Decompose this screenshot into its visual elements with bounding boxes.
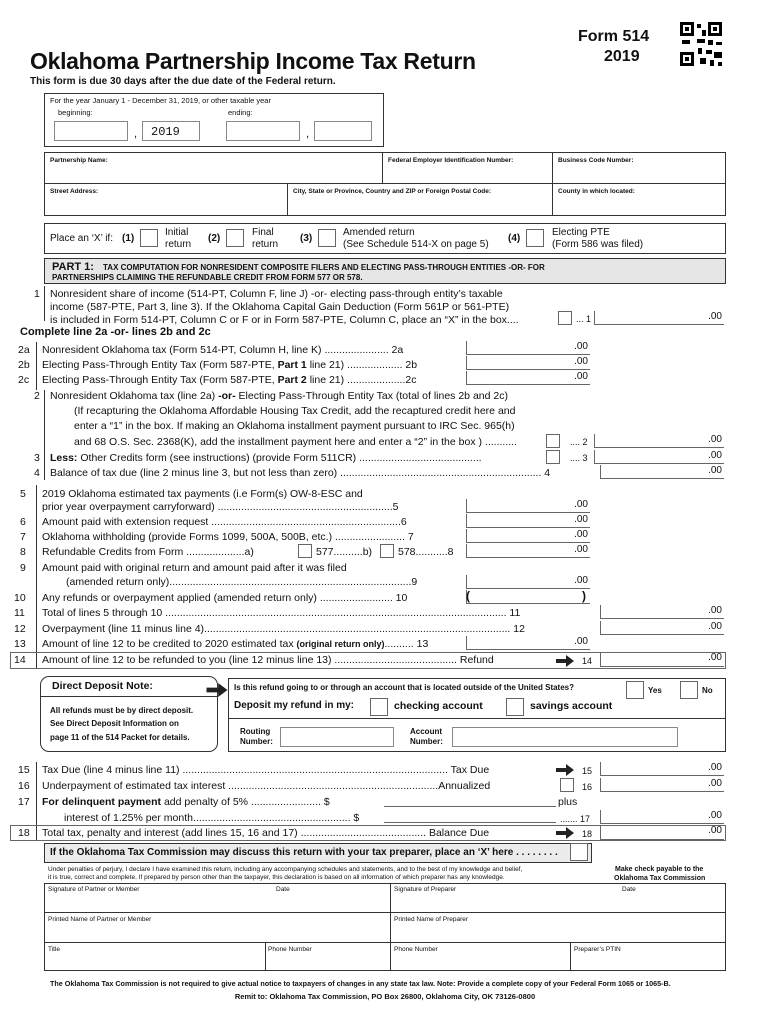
ptin-field[interactable]: Preparer’s PTIN — [574, 946, 621, 953]
line4-zero: .00 — [708, 465, 722, 476]
line16-num: 16 — [18, 780, 30, 792]
line10-open-paren: ( — [466, 589, 470, 603]
line8-text-a: Refundable Credits from Form ....................a) — [42, 546, 254, 558]
line3-num: 3 — [34, 452, 40, 464]
payable-b: Oklahoma Tax Commission — [614, 875, 706, 882]
penalty-input[interactable] — [384, 806, 556, 807]
arrow-right-icon — [556, 827, 574, 839]
line18-num: 18 — [18, 827, 30, 839]
line18-text: Total tax, penalty and interest (add lines 15, 16 and 17) ........................................... Balance Due — [42, 827, 490, 839]
beginning-label: beginning: — [58, 108, 93, 117]
line12-zero: .00 — [708, 621, 722, 632]
foreign-no-checkbox[interactable] — [680, 681, 698, 699]
line3-credit-box[interactable] — [546, 450, 560, 464]
pte-label-b: (Form 586 was filed) — [552, 239, 644, 250]
line16-zero: .00 — [708, 778, 722, 789]
capital-gain-checkbox[interactable] — [558, 311, 572, 325]
line2a-num: 2a — [18, 344, 30, 356]
line11-zero: .00 — [708, 605, 722, 616]
footer-notice: The Oklahoma Tax Commission is not required to give actual notice to taxpayers of changes in any state tax law. Note: Provide a complete copy of your Federal Form 1065 or 1065-B. — [50, 979, 671, 988]
preparer-discuss-checkbox[interactable] — [570, 843, 588, 861]
line2-a-post: Electing Pass-Through Entity Tax (total of lines 2b and 2c) — [238, 390, 508, 402]
no-label: No — [702, 686, 713, 695]
line15-end: 15 — [582, 766, 593, 776]
line2-text-a — [50, 390, 508, 402]
savings-label: savings account — [530, 700, 613, 712]
form-577-checkbox[interactable] — [298, 544, 312, 558]
line9-zero: .00 — [574, 575, 588, 586]
preparer-phone-field[interactable]: Phone Number — [394, 946, 438, 953]
initial-return-checkbox[interactable] — [140, 229, 158, 247]
line2-zero: .00 — [708, 434, 722, 445]
line1-zero: .00 — [708, 311, 722, 322]
line2c-zero: .00 — [574, 371, 588, 382]
line12-num: 12 — [14, 623, 26, 635]
printed-preparer-field[interactable]: Printed Name of Preparer — [394, 916, 469, 923]
account-label-b: Number: — [410, 737, 443, 746]
partner-phone-field[interactable]: Phone Number — [268, 946, 312, 953]
opt2-num: (2) — [208, 233, 221, 244]
opt3-num: (3) — [300, 233, 313, 244]
line13-pre: Amount of line 12 to be credited to 2020 estimated tax — [42, 638, 294, 650]
arrow-right-icon — [556, 655, 574, 667]
complete-line-2: Complete line 2a -or- lines 2b and 2c — [20, 326, 211, 338]
arrow-right-icon — [556, 764, 574, 776]
signature-grid — [44, 883, 726, 971]
line10-amount[interactable] — [466, 590, 590, 604]
line17-zero: .00 — [708, 810, 722, 821]
perjury-text-a: Under penalties of perjury, I declare I have examined this return, including any accompanying schedules and statements, and to the best of my knowledge and belief, — [48, 866, 523, 873]
final-return-label — [252, 227, 278, 251]
line17-a: add penalty of 5% ........................ $ — [163, 796, 330, 808]
line6-zero: .00 — [574, 514, 588, 525]
line1-text-c: is included in Form 514-PT, Column C or F or in Form 587-PTE, Column C, place an “X” in the box.... — [50, 314, 519, 326]
line3-end: .... 3 — [570, 453, 588, 463]
routing-number-input[interactable] — [280, 727, 394, 747]
perjury-text-b: it is true, correct and complete. If prepared by person other than the taxpayer, this declaration is based on all information of which preparer has any knowledge. — [48, 874, 505, 881]
qr-code-icon — [680, 22, 724, 68]
line3-text — [50, 452, 482, 464]
routing-label — [240, 727, 273, 747]
line6-text: Amount paid with extension request .................................................................6 — [42, 516, 407, 528]
due-note: This form is due 30 days after the due date of the Federal return. — [30, 76, 336, 87]
line18-end: 18 — [582, 829, 593, 839]
remit-address: Remit to: Oklahoma Tax Commission, PO Box 26800, Oklahoma City, OK 73126-0800 — [234, 992, 536, 1001]
line2b-pre: Electing Pass-Through Entity Tax (Form 587-PTE, — [42, 359, 275, 371]
line15-zero: .00 — [708, 762, 722, 773]
line1-text-a: Nonresident share of income (514-PT, Column F, line J) -or- electing pass-through entity’s taxable — [50, 288, 503, 300]
line2b-post: line 21) ................... 2b — [309, 359, 418, 371]
line14-text: Amount of line 12 to be refunded to you (line 12 minus line 13) .......................................... Refund — [42, 654, 494, 666]
line8-text-b: 577..........b) — [316, 546, 373, 558]
routing-label-a: Routing — [240, 727, 271, 736]
line17-end: ....... 17 — [560, 814, 591, 824]
part1-label: PART 1: — [52, 261, 94, 273]
line5-text-a: 2019 Oklahoma estimated tax payments (i.e Form(s) OW-8-ESC and — [42, 488, 363, 500]
line17-num: 17 — [18, 796, 30, 808]
yes-label: Yes — [648, 686, 662, 695]
line8-num: 8 — [20, 546, 26, 558]
line2-recapture-box[interactable] — [546, 434, 560, 448]
line9-num: 9 — [20, 562, 26, 574]
line6-num: 6 — [20, 516, 26, 528]
line14-num: 14 — [14, 654, 26, 666]
line13-post: .......... 13 — [384, 638, 429, 650]
county-field[interactable]: County in which located: — [558, 188, 635, 195]
form-label: Form 514 — [578, 28, 650, 45]
line1-num: 1 — [34, 288, 40, 300]
line1-end: ... 1 — [576, 314, 592, 324]
interest-input[interactable] — [384, 822, 556, 823]
ending-date-input[interactable] — [226, 121, 300, 141]
line13-zero: .00 — [574, 636, 588, 647]
line17-plus: plus — [558, 796, 578, 808]
amended-label-b: (See Schedule 514-X on page 5) — [343, 239, 489, 250]
form-year: 2019 — [604, 48, 640, 65]
line2c-part: Part 2 — [277, 374, 307, 386]
line5-num: 5 — [20, 488, 26, 500]
line3-zero: .00 — [708, 450, 722, 461]
checking-label: checking account — [394, 700, 483, 712]
line1-text-b: income (587-PTE, Part 3, line 3). If the Oklahoma Capital Gain Deduction (Form 561P or 561-PTE) — [50, 301, 510, 313]
final-label-b: return — [252, 239, 279, 250]
opt4-num: (4) — [508, 233, 521, 244]
line10-close-paren: ) — [582, 589, 586, 603]
page-title: Oklahoma Partnership Income Tax Return — [30, 48, 476, 74]
line13-text — [42, 638, 428, 650]
final-label-a: Final — [252, 227, 274, 238]
line17-text-a — [42, 796, 330, 808]
line4-num: 4 — [34, 467, 40, 479]
comma-1: , — [134, 128, 138, 140]
partner-date-field[interactable]: Date — [276, 886, 290, 893]
line17-bold: For delinquent payment — [42, 796, 162, 808]
amended-label-a: Amended return — [343, 227, 415, 238]
line8-text-c: 578...........8 — [398, 546, 454, 558]
line17-text-b: interest of 1.25% per month...................................................... $ — [64, 812, 360, 824]
line2c-post: line 21) ....................2c — [309, 374, 417, 386]
line2-text-d: and 68 O.S. Sec. 2368(K), add the installment payment here and enter a “2” in the box ) ........... — [74, 436, 517, 448]
street-address-field[interactable]: Street Address: — [50, 188, 99, 195]
line7-text: Oklahoma withholding (provide Forms 1099, 500A, 500B, etc.) ........................ 7 — [42, 531, 414, 543]
line12-text: Overpayment (line 11 minus line 4)......................................................................................................... 12 — [42, 623, 525, 635]
line8-zero: .00 — [574, 544, 588, 555]
account-label-a: Account — [410, 727, 442, 736]
line9-text-a: Amount paid with original return and amount paid after it was filed — [42, 562, 347, 574]
line14-zero: .00 — [708, 652, 722, 663]
line2b-num: 2b — [18, 359, 30, 371]
line4-text: Balance of tax due (line 2 minus line 3, but not less than zero) ..................................................................... 4 — [50, 467, 551, 479]
comma-2: , — [306, 128, 310, 140]
line2-a-or: -or- — [218, 390, 236, 402]
savings-account-checkbox[interactable] — [506, 698, 524, 716]
line5-text-b: prior year overpayment carryforward) ............................................................5 — [42, 501, 399, 513]
foreign-account-question: Is this refund going to or through an account that is located outside of the United States? — [234, 683, 575, 692]
beginning-year-input[interactable]: 2019 — [142, 121, 200, 141]
line10-text: Any refunds or overpayment applied (amended return only) ......................... 10 — [42, 592, 408, 604]
line2c-text — [42, 374, 416, 386]
direct-deposit-title: Direct Deposit Note: — [52, 680, 153, 692]
line18-zero: .00 — [708, 825, 722, 836]
fein-field[interactable]: Federal Employer Identification Number: — [388, 157, 514, 164]
electing-pte-label — [552, 227, 643, 251]
preparer-signature-field[interactable]: Signature of Preparer — [394, 886, 457, 893]
line7-num: 7 — [20, 531, 26, 543]
amended-return-checkbox[interactable] — [318, 229, 336, 247]
deposit-into-label: Deposit my refund in my: — [234, 700, 355, 711]
opt1-num: (1) — [122, 233, 135, 244]
line5-zero: .00 — [574, 499, 588, 510]
foreign-yes-checkbox[interactable] — [626, 681, 644, 699]
partnership-name-field[interactable]: Partnership Name: — [50, 157, 108, 164]
line7-zero: .00 — [574, 529, 588, 540]
line3-desc: Other Credits form (see instructions) (provide Form 511CR) .......................................... — [80, 452, 482, 464]
line11-text: Total of lines 5 through 10 ..................................................................................................................... 11 — [42, 607, 521, 619]
payable-a: Make check payable to the — [615, 866, 704, 873]
line2b-text — [42, 359, 417, 371]
checking-account-checkbox[interactable] — [370, 698, 388, 716]
electing-pte-checkbox[interactable] — [526, 229, 544, 247]
initial-label-b: return — [165, 239, 192, 250]
line2c-pre: Electing Pass-Through Entity Tax (Form 587-PTE, — [42, 374, 275, 386]
preparer-discuss-question: If the Oklahoma Tax Commission may discuss this return with your tax preparer, place an ‘X’ here . . . . . . . . — [50, 847, 558, 858]
line13-bold: (original return only) — [296, 639, 385, 649]
final-return-checkbox[interactable] — [226, 229, 244, 247]
line2-text-b: (If recapturing the Oklahoma Affordable Housing Tax Credit, add the recaptured credit here and — [74, 405, 516, 417]
amended-return-label — [343, 227, 489, 251]
annualized-checkbox[interactable] — [560, 778, 574, 792]
account-label — [410, 727, 443, 747]
arrow-right-icon — [206, 683, 228, 697]
line15-num: 15 — [18, 764, 30, 776]
city-state-zip-field[interactable]: City, State or Province, Country and ZIP or Foreign Postal Code: — [293, 188, 492, 195]
partner-signature-field[interactable]: Signature of Partner or Member — [48, 886, 140, 893]
line13-num: 13 — [14, 638, 26, 650]
line2-num: 2 — [34, 390, 40, 402]
deposit-note-b: See Direct Deposit Information on — [50, 719, 179, 728]
business-code-field[interactable]: Business Code Number: — [558, 157, 634, 164]
line2b-part: Part 1 — [277, 359, 307, 371]
line15-text: Tax Due (line 4 minus line 11) ........................................................................................... Tax Due — [42, 764, 490, 776]
part1-title-a: TAX COMPUTATION FOR NONRESIDENT COMPOSITE FILERS AND ELECTING PASS-THROUGH ENTITIES -OR- FOR — [103, 263, 545, 272]
ending-year-input[interactable] — [314, 121, 372, 141]
printed-partner-field[interactable]: Printed Name of Partner or Member — [48, 916, 152, 923]
deposit-note-c: page 11 of the 514 Packet for details. — [50, 733, 190, 742]
line2c-num: 2c — [18, 374, 30, 386]
line2a-text: Nonresident Oklahoma tax (Form 514-PT, Column H, line K) ...................... 2a — [42, 344, 404, 356]
line16-end: 16 — [582, 782, 593, 792]
preparer-date-field[interactable]: Date — [622, 886, 636, 893]
line14-end: 14 — [582, 656, 593, 666]
deposit-note-a: All refunds must be by direct deposit. — [50, 706, 194, 715]
line10-num: 10 — [14, 592, 26, 604]
line2-text-c: enter a “1” in the box. If making an Oklahoma installment payment pursuant to IRC Sec. 965(h) — [74, 420, 515, 432]
line3-less: Less: — [50, 452, 78, 464]
place-x-label: Place an ‘X’ if: — [50, 233, 113, 244]
pte-label-a: Electing PTE — [552, 227, 610, 238]
account-number-input[interactable] — [452, 727, 678, 747]
line16-text: Underpayment of estimated tax interest ........................................................................Annualized — [42, 780, 491, 792]
ending-label: ending: — [228, 108, 253, 117]
line11-num: 11 — [14, 607, 25, 619]
line2-a-pre: Nonresident Oklahoma tax (line 2a) — [50, 390, 216, 402]
part1-title-b: PARTNERSHIPS CLAIMING THE REFUNDABLE CREDIT FROM FORM 577 OR 578. — [52, 273, 363, 282]
line2a-zero: .00 — [574, 341, 588, 352]
line2b-zero: .00 — [574, 356, 588, 367]
line9-text-b: (amended return only)...................................................................................9 — [66, 576, 418, 588]
form-578-checkbox[interactable] — [380, 544, 394, 558]
initial-label-a: Initial — [165, 227, 189, 238]
tax-year-intro: For the year January 1 - December 31, 2019, or other taxable year — [50, 96, 271, 105]
beginning-date-input[interactable] — [54, 121, 128, 141]
title-field[interactable]: Title — [48, 946, 61, 953]
routing-label-b: Number: — [240, 737, 273, 746]
line2-end: .... 2 — [570, 437, 588, 447]
initial-return-label — [165, 227, 191, 251]
